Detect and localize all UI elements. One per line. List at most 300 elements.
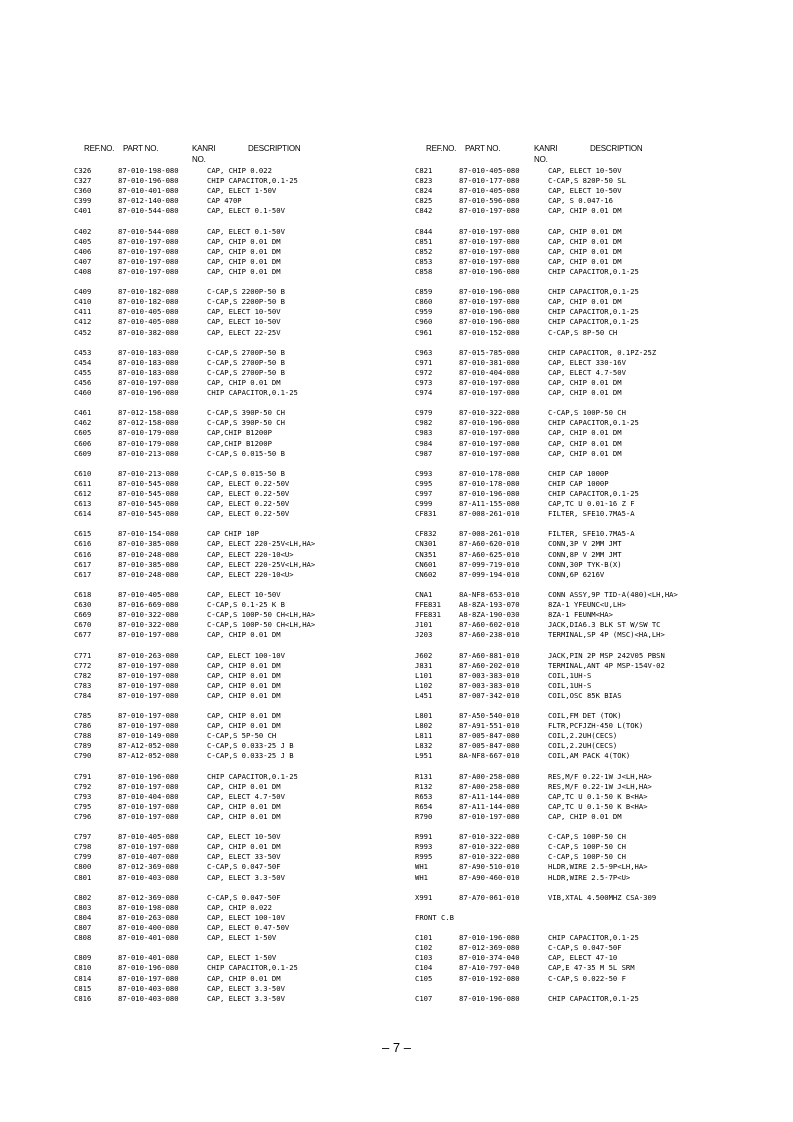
description: C-CAP,S 2700P-50 B [207, 347, 285, 357]
ref-no: C401 [74, 206, 92, 216]
ref-no: R995 [415, 852, 433, 862]
ref-no: C815 [74, 983, 92, 993]
description: CAP, ELECT 10-50V [207, 317, 281, 327]
description: CAP, ELECT 220-25V<LH,HA> [207, 559, 316, 569]
description: CAP, CHIP 0.01 DM [207, 812, 281, 821]
ref-no: C802 [74, 892, 92, 902]
description: CAP,CHIP B1200P [207, 428, 272, 438]
ref-no: X991 [415, 892, 433, 902]
part-no-header: PART NO. [465, 144, 501, 153]
description: TERMINAL,SP 4P (MSC)<HA,LH> [548, 630, 665, 640]
part-no: 87-010-178-080 [459, 478, 520, 488]
part-no: 87-008-261-010 [459, 529, 520, 539]
part-no: 87-010-177-080 [459, 176, 520, 186]
description: CAP 470P [207, 196, 242, 206]
description: CAP, ELECT 1-50V [207, 933, 277, 943]
part-no: 87-010-544-080 [118, 206, 179, 216]
ref-no: R132 [415, 781, 433, 791]
description: CHIP CAPACITOR,0.1-25 [207, 176, 298, 186]
description: CHIP CAPACITOR,0.1-25 [207, 771, 298, 781]
ref-no: C984 [415, 438, 433, 448]
part-no: 87-010-197-080 [118, 630, 179, 640]
description: C-CAP,S 0.047-50F [207, 892, 281, 902]
description: CAP, ELECT 330-16V [548, 357, 626, 367]
description: CONN ASSY,9P TID-A(480)<LH,HA> [548, 589, 678, 599]
ref-no: C771 [74, 650, 92, 660]
description: CAP, ELECT 1-50V [207, 953, 277, 963]
description: CAP, CHIP 0.01 DM [207, 721, 281, 731]
part-no: 87-A50-540-010 [459, 711, 520, 721]
description: CAP, ELECT 220-10<U> [207, 569, 294, 579]
ref-no: C784 [74, 690, 92, 700]
part-no: 87-010-382-080 [118, 327, 179, 337]
ref-no: C853 [415, 256, 433, 266]
description: CAP, ELECT 3.3-50V [207, 983, 285, 993]
part-no: 87-003-383-010 [459, 680, 520, 690]
description: CAP, CHIP 0.01 DM [207, 246, 281, 256]
description: CAP, CHIP 0.01 DM [207, 781, 281, 791]
part-no: A8-8ZA-193-070 [459, 600, 520, 610]
ref-no: C960 [415, 317, 433, 327]
description: CAP, ELECT 220-10<U> [207, 549, 294, 559]
ref-no: C852 [415, 246, 433, 256]
ref-no: R653 [415, 791, 433, 801]
part-no: 87-005-847-080 [459, 741, 520, 751]
part-no: 87-010-322-080 [459, 842, 520, 852]
ref-no: L101 [415, 670, 433, 680]
description: RES,M/F 0.22-1W J<LH,HA> [548, 781, 652, 791]
description: C-CAP,S 2200P-50 B [207, 297, 285, 307]
description: CONN,8P V 2MM JMT [548, 549, 622, 559]
description: CAP, ELECT 0.47-50V [207, 923, 290, 933]
ref-no: CF832 [415, 529, 437, 539]
ref-no: C630 [74, 600, 92, 610]
ref-no: C670 [74, 620, 92, 630]
ref-no: C453 [74, 347, 92, 357]
part-no: 87-010-198-080 [118, 902, 179, 912]
description: C-CAP,S 100P-50 CH [548, 832, 626, 842]
ref-no: C821 [415, 166, 433, 175]
description: CAP, CHIP 0.01 DM [548, 206, 622, 216]
description: CHIP CAPACITOR,0.1-25 [548, 418, 639, 428]
part-no: 87-A70-061-010 [459, 892, 520, 902]
ref-no: J101 [415, 620, 433, 630]
description: CHIP CAPACITOR,0.1-25 [548, 317, 639, 327]
description: CAP, ELECT 100-10V [207, 912, 285, 922]
ref-no: WH1 [415, 862, 428, 872]
ref-no: C616 [74, 549, 92, 559]
ref-no: C326 [74, 166, 92, 175]
description: CAP, CHIP 0.01 DM [548, 388, 622, 398]
description: JACK,DIA6.3 BLK ST W/SW TC [548, 620, 661, 630]
ref-no: L451 [415, 690, 433, 700]
description: C-CAP,S 100P-50 CH<LH,HA> [207, 620, 316, 630]
part-no: 87-010-196-080 [118, 771, 179, 781]
ref-no: L811 [415, 731, 433, 741]
part-no: 87-099-194-010 [459, 569, 520, 579]
ref-no: C783 [74, 680, 92, 690]
part-no: 87-010-196-080 [118, 963, 179, 973]
part-no: 87-010-197-080 [118, 711, 179, 721]
description: 8ZA-1 FEUNM<HA> [548, 610, 613, 620]
part-no: 87-010-197-080 [118, 266, 179, 276]
ref-no: L801 [415, 711, 433, 721]
description: CAP, CHIP 0.01 DM [207, 266, 281, 276]
kanri-no-header: NO. [192, 155, 206, 164]
description: CHIP CAPACITOR,0.1-25 [548, 933, 639, 943]
ref-no: C961 [415, 327, 433, 337]
description: C-CAP,S 0.015-50 B [207, 448, 285, 458]
part-no: 87-010-196-080 [118, 176, 179, 186]
part-no: 87-010-374-040 [459, 953, 520, 963]
part-no: 87-010-405-080 [118, 307, 179, 317]
part-no: 87-010-197-080 [459, 388, 520, 398]
ref-no: C782 [74, 670, 92, 680]
part-no: 87-099-719-010 [459, 559, 520, 569]
part-no: 87-010-385-080 [118, 539, 179, 549]
ref-no: C972 [415, 367, 433, 377]
description: CAP, CHIP 0.01 DM [207, 680, 281, 690]
description: CAP, ELECT 100-10V [207, 650, 285, 660]
ref-no: C456 [74, 377, 92, 387]
description: CAP, CHIP 0.01 DM [548, 448, 622, 458]
ref-no: C824 [415, 186, 433, 196]
part-no: 87-010-401-080 [118, 933, 179, 943]
part-no: 87-010-248-080 [118, 549, 179, 559]
description: CONN,6P 6216V [548, 569, 605, 579]
description: CAP, CHIP 0.022 [207, 902, 272, 912]
part-no: 87-010-381-080 [459, 357, 520, 367]
part-no: 87-010-322-080 [118, 620, 179, 630]
part-no: 87-010-404-080 [459, 367, 520, 377]
part-no: 87-010-197-080 [459, 297, 520, 307]
part-no: 87-010-197-080 [118, 246, 179, 256]
ref-no: C617 [74, 569, 92, 579]
part-no: 87-010-183-080 [118, 367, 179, 377]
ref-no: C792 [74, 781, 92, 791]
part-no: 87-010-407-080 [118, 852, 179, 862]
description: C-CAP,S 820P-50 SL [548, 176, 626, 186]
ref-no: C462 [74, 418, 92, 428]
ref-no: C408 [74, 266, 92, 276]
part-no: 87-010-322-080 [459, 852, 520, 862]
part-no: 87-010-401-080 [118, 186, 179, 196]
kanri-no-header: NO. [534, 155, 548, 164]
ref-no: C825 [415, 196, 433, 206]
description: FLTR,PCFJZH-450 L(TOK) [548, 721, 644, 731]
ref-no: C810 [74, 963, 92, 973]
ref-no: C360 [74, 186, 92, 196]
part-no: A8-8ZA-190-030 [459, 610, 520, 620]
part-no: 87-010-197-080 [118, 256, 179, 266]
part-no: 87-010-197-080 [118, 781, 179, 791]
ref-no: L832 [415, 741, 433, 751]
part-no: 87-010-263-080 [118, 650, 179, 660]
part-no: 87-A12-052-080 [118, 751, 179, 761]
description: CAP, ELECT 4.7-50V [548, 367, 626, 377]
part-no: 87-A11-144-080 [459, 801, 520, 811]
ref-no: WH1 [415, 872, 428, 882]
part-no: 87-010-403-080 [118, 983, 179, 993]
part-no: 87-010-183-080 [118, 357, 179, 367]
description: C-CAP,S 0.1-25 K B [207, 600, 285, 610]
description: C-CAP,S 100P-50 CH<LH,HA> [207, 610, 316, 620]
ref-no: C412 [74, 317, 92, 327]
description: C-CAP,S 5P-50 CH [207, 731, 277, 741]
part-no: 87-010-192-080 [459, 973, 520, 983]
description: CAP, ELECT 0.22-50V [207, 509, 290, 519]
part-no: 87-A91-551-010 [459, 721, 520, 731]
ref-no: C407 [74, 256, 92, 266]
part-no: 87-012-369-080 [118, 892, 179, 902]
description: C-CAP,S 2200P-50 B [207, 287, 285, 297]
ref-no: FFE831 [415, 600, 441, 610]
ref-no: C959 [415, 307, 433, 317]
ref-no: C786 [74, 721, 92, 731]
description: CAP, ELECT 0.1-50V [207, 206, 285, 216]
ref-no: C606 [74, 438, 92, 448]
part-no: 87-010-197-080 [118, 236, 179, 246]
description: CHIP CAPACITOR,0.1-25 [207, 388, 298, 398]
description: CAP, ELECT 1-50V [207, 186, 277, 196]
ref-no: C610 [74, 468, 92, 478]
part-no: 87-010-197-080 [118, 842, 179, 852]
ref-no: C411 [74, 307, 92, 317]
ref-no: C409 [74, 287, 92, 297]
part-no: 87-010-197-080 [118, 377, 179, 387]
description: C-CAP,S 0.033-25 J B [207, 741, 294, 751]
ref-no: C399 [74, 196, 92, 206]
description: CHIP CAPACITOR,0.1-25 [548, 307, 639, 317]
ref-no: C804 [74, 912, 92, 922]
part-no: 87-010-401-080 [118, 953, 179, 963]
section-title: FRONT C.B [415, 912, 454, 922]
description: C-CAP,S 0.047-50F [207, 862, 281, 872]
ref-no: C609 [74, 448, 92, 458]
description: CAP, CHIP 0.01 DM [548, 438, 622, 448]
ref-no: C410 [74, 297, 92, 307]
ref-no: CNA1 [415, 589, 433, 599]
ref-no: C858 [415, 266, 433, 276]
part-no: 87-010-197-080 [459, 206, 520, 216]
ref-no: C618 [74, 589, 92, 599]
part-no: 87-010-197-080 [118, 801, 179, 811]
description: CHIP CAPACITOR,0.1-25 [207, 963, 298, 973]
part-no: 87-005-847-080 [459, 731, 520, 741]
part-no: 87-010-197-080 [459, 448, 520, 458]
part-no: 87-A60-202-010 [459, 660, 520, 670]
part-no: 87-010-385-080 [118, 559, 179, 569]
ref-no: C997 [415, 489, 433, 498]
part-no: 87-012-140-080 [118, 196, 179, 206]
description: CAP, ELECT 10-50V [548, 186, 622, 196]
part-no: 87-010-322-080 [118, 610, 179, 620]
description: COIL,1UH-S [548, 670, 592, 680]
part-no: 87-010-149-080 [118, 731, 179, 741]
ref-no: C974 [415, 388, 433, 398]
description: HLDR,WIRE 2.5-7P<U> [548, 872, 631, 882]
ref-no: CN602 [415, 569, 437, 579]
part-no: 87-010-545-080 [118, 489, 179, 498]
ref-no: CN351 [415, 549, 437, 559]
description: CAP, S 0.047-16 [548, 196, 613, 206]
description: CAP, ELECT 33-50V [207, 852, 281, 862]
part-no: 87-010-403-080 [118, 993, 179, 1003]
ref-no: C797 [74, 832, 92, 842]
ref-no: C999 [415, 499, 433, 509]
part-no: 87-010-405-080 [118, 317, 179, 327]
description: CHIP CAPACITOR, 0.1PZ-25Z [548, 347, 657, 357]
part-no: 87-010-197-080 [459, 226, 520, 236]
description: CAP, CHIP 0.01 DM [548, 246, 622, 256]
ref-no: CN301 [415, 539, 437, 549]
ref-no: L102 [415, 680, 433, 690]
description: CHIP CAP 1000P [548, 468, 609, 478]
ref-no: C405 [74, 236, 92, 246]
part-no: 87-010-197-080 [459, 377, 520, 387]
description: C-CAP,S 8P-50 CH [548, 327, 618, 337]
ref-no: C973 [415, 377, 433, 387]
ref-no: CN601 [415, 559, 437, 569]
part-no: 87-010-196-080 [459, 287, 520, 297]
part-no: 87-010-213-080 [118, 468, 179, 478]
part-no: 87-A60-881-010 [459, 650, 520, 660]
ref-no: R991 [415, 832, 433, 842]
description: CAP, CHIP 0.01 DM [207, 842, 281, 852]
description: C-CAP,S 390P-50 CH [207, 408, 285, 418]
ref-no: C107 [415, 993, 433, 1003]
ref-no: C791 [74, 771, 92, 781]
description: CHIP CAPACITOR,0.1-25 [548, 993, 639, 1003]
part-no: 87-010-263-080 [118, 912, 179, 922]
kanri-header: KANRI [534, 144, 558, 153]
description: COIL,2.2UH(CECS) [548, 731, 618, 741]
ref-no: C105 [415, 973, 433, 983]
description: CAP, CHIP 0.01 DM [207, 670, 281, 680]
ref-no: C789 [74, 741, 92, 751]
ref-no: C859 [415, 287, 433, 297]
description: C-CAP,S 0.047-50F [548, 943, 622, 953]
description: HLDR,WIRE 2.5-9P<LH,HA> [548, 862, 648, 872]
description: CAP, ELECT 0.1-50V [207, 226, 285, 236]
description: CAP CHIP 10P [207, 529, 259, 539]
ref-no: C979 [415, 408, 433, 418]
ref-no: C615 [74, 529, 92, 539]
description: TERMINAL,ANT 4P MSP-154V-02 [548, 660, 665, 670]
ref-no: C402 [74, 226, 92, 236]
ref-no-header: REF.NO. [426, 144, 457, 153]
ref-no: C982 [415, 418, 433, 428]
description: 8ZA-1 YFEUNC<U,LH> [548, 600, 626, 610]
part-no: 87-007-342-010 [459, 690, 520, 700]
ref-no: C613 [74, 499, 92, 509]
ref-no: C605 [74, 428, 92, 438]
part-no: 87-015-785-080 [459, 347, 520, 357]
part-no: 87-010-196-080 [459, 993, 520, 1003]
ref-no: C799 [74, 852, 92, 862]
description: CAP,TC U 0.01-16 Z F [548, 499, 635, 509]
part-no: 87-010-196-080 [459, 266, 520, 276]
description: RES,M/F 0.22-1W J<LH,HA> [548, 771, 652, 781]
part-no: 87-010-198-080 [118, 166, 179, 175]
ref-no: R131 [415, 771, 433, 781]
description: CAP, ELECT 220-25V<LH,HA> [207, 539, 316, 549]
description: CAP, CHIP 0.01 DM [207, 236, 281, 246]
ref-no: C614 [74, 509, 92, 519]
description: CAP, ELECT 3.3-50V [207, 993, 285, 1003]
ref-no: C793 [74, 791, 92, 801]
part-no: 87-010-183-080 [118, 347, 179, 357]
part-no: 87-010-197-080 [118, 670, 179, 680]
description: CAP,E 47-35 M 5L SRM [548, 963, 635, 973]
part-no: 87-010-196-080 [459, 418, 520, 428]
description: CHIP CAPACITOR,0.1-25 [548, 489, 639, 498]
part-no: 87-010-213-080 [118, 448, 179, 458]
ref-no: C795 [74, 801, 92, 811]
description: COIL,OSC 85K BIAS [548, 690, 622, 700]
part-no: 87-A00-258-080 [459, 781, 520, 791]
part-no: 87-010-196-080 [459, 489, 520, 498]
ref-no: C796 [74, 812, 92, 821]
description: JACK,PIN 2P MSP 242V05 PBSN [548, 650, 665, 660]
description-header: DESCRIPTION [590, 144, 643, 153]
part-no: 87-010-596-080 [459, 196, 520, 206]
description: C-CAP,S 2700P-50 B [207, 357, 285, 367]
ref-no: C860 [415, 297, 433, 307]
part-no: 87-010-545-080 [118, 499, 179, 509]
description: CAP,CHIP B1200P [207, 438, 272, 448]
part-no: 87-010-179-080 [118, 438, 179, 448]
part-no-header: PART NO. [123, 144, 159, 153]
part-no: 87-010-405-080 [118, 589, 179, 599]
ref-no: C809 [74, 953, 92, 963]
part-no: 87-010-196-080 [459, 317, 520, 327]
ref-no: C995 [415, 478, 433, 488]
description: CAP, CHIP 0.01 DM [207, 377, 281, 387]
ref-no: R790 [415, 812, 433, 821]
description: C-CAP,S 100P-50 CH [548, 408, 626, 418]
ref-no: C612 [74, 489, 92, 498]
part-no: 87-010-197-080 [459, 256, 520, 266]
part-no: 87-A60-625-010 [459, 549, 520, 559]
description: CAP, CHIP 0.01 DM [548, 428, 622, 438]
part-no: 87-A60-620-010 [459, 539, 520, 549]
part-no: 87-010-400-080 [118, 923, 179, 933]
ref-no: C807 [74, 923, 92, 933]
part-no: 87-010-197-080 [459, 438, 520, 448]
part-no: 87-010-405-080 [118, 832, 179, 842]
ref-no: C103 [415, 953, 433, 963]
ref-no: C823 [415, 176, 433, 186]
ref-no: C808 [74, 933, 92, 943]
ref-no: C772 [74, 660, 92, 670]
kanri-header: KANRI [192, 144, 216, 153]
part-no: 87-003-383-010 [459, 670, 520, 680]
part-no: 87-010-544-080 [118, 226, 179, 236]
ref-no: C851 [415, 236, 433, 246]
description: CAP, ELECT 22-25V [207, 327, 281, 337]
part-no: 87-010-197-080 [118, 721, 179, 731]
part-no: 87-012-158-080 [118, 408, 179, 418]
ref-no: C452 [74, 327, 92, 337]
part-no: 87-A90-460-010 [459, 872, 520, 882]
part-no: 87-A12-052-080 [118, 741, 179, 751]
part-no: 87-012-369-080 [118, 862, 179, 872]
ref-no-header: REF.NO. [84, 144, 115, 153]
description: CAP, ELECT 47-10 [548, 953, 618, 963]
ref-no: C987 [415, 448, 433, 458]
description: CAP, ELECT 4.7-50V [207, 791, 285, 801]
